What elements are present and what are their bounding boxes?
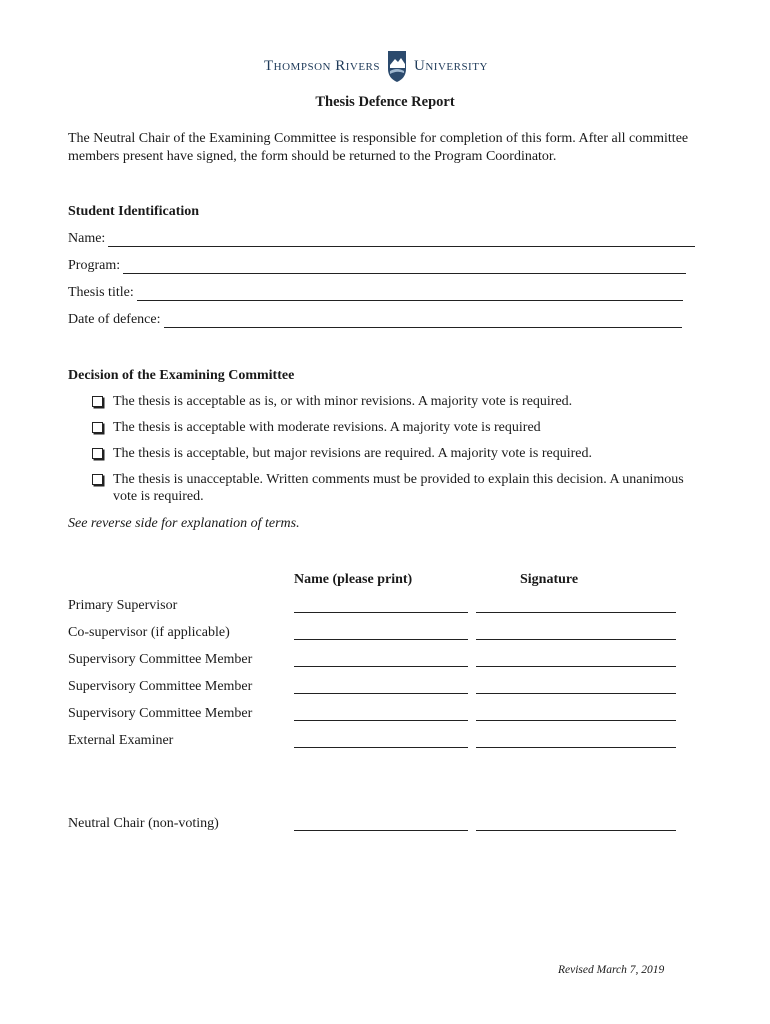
checkbox-icon[interactable] [92,448,103,459]
name-print-line[interactable] [294,747,468,748]
decision-option-label: The thesis is acceptable with moderate revisions. A majority vote is required [113,420,541,435]
name-print-line[interactable] [294,639,468,640]
role-label: Supervisory Committee Member [68,706,253,721]
decision-heading: Decision of the Examining Committee [68,368,295,383]
decision-option-unacceptable[interactable] [92,471,702,505]
name-line[interactable] [108,232,695,247]
decision-option-label: The thesis is acceptable as is, or with minor revisions. A majority vote is required. [113,394,573,409]
role-label: Co-supervisor (if applicable) [68,625,230,640]
decision-option-label: The thesis is acceptable, but major revisions are required. A majority vote is required. [113,446,592,461]
university-logo [264,48,488,84]
intro-paragraph: The Neutral Chair of the Examining Committee is responsible for completion of this form. After all committee members present have signed, the form should be returned to the Program Coordinator. [68,131,689,164]
logo-text-right: University [414,57,488,74]
thesis-title-label: Thesis title: [68,285,134,300]
signature-line[interactable] [476,639,676,640]
checkbox-icon[interactable] [92,396,103,407]
signature-line[interactable] [476,693,676,694]
signature-row-committee-member-3 [68,706,688,726]
checkbox-icon[interactable] [92,422,103,433]
name-field[interactable] [68,231,695,247]
revision-date: Revised March 7, 2019 [558,964,665,976]
role-label: Supervisory Committee Member [68,652,253,667]
signature-line[interactable] [476,612,676,613]
name-print-line[interactable] [294,612,468,613]
signature-column-heading: Signature [520,572,579,587]
signature-row-committee-member-1 [68,652,688,672]
signature-line[interactable] [476,830,676,831]
signature-line[interactable] [476,666,676,667]
thesis-title-field[interactable] [68,285,683,301]
name-print-line[interactable] [294,830,468,831]
signature-row-committee-member-2 [68,679,688,699]
signature-row-external-examiner [68,733,688,753]
name-label: Name: [68,231,106,246]
reverse-side-note: See reverse side for explanation of terms. [68,516,300,531]
thesis-title-line[interactable] [137,286,683,301]
decision-option-moderate[interactable] [92,419,702,436]
signature-row-primary-supervisor [68,598,688,618]
program-line[interactable] [123,259,686,274]
student-identification-heading: Student Identification [68,204,200,219]
role-label: Supervisory Committee Member [68,679,253,694]
crest-icon [386,49,408,83]
date-of-defence-field[interactable] [68,312,682,328]
role-label: Neutral Chair (non-voting) [68,816,219,831]
name-print-line[interactable] [294,720,468,721]
signature-row-co-supervisor [68,625,688,645]
signature-row-neutral-chair [68,816,688,836]
signature-line[interactable] [476,720,676,721]
checkbox-icon[interactable] [92,474,103,485]
name-column-heading: Name (please print) [294,572,413,587]
program-field[interactable] [68,258,686,274]
decision-option-label: The thesis is unacceptable. Written comments must be provided to explain this decision. A unanimous vote is required. [113,472,684,504]
name-print-line[interactable] [294,666,468,667]
role-label: Primary Supervisor [68,598,178,613]
decision-option-minor[interactable] [92,393,702,410]
logo-text-left: Thompson Rivers [264,57,380,74]
signature-line[interactable] [476,747,676,748]
program-label: Program: [68,258,121,273]
date-of-defence-line[interactable] [164,313,682,328]
name-print-line[interactable] [294,693,468,694]
decision-option-major[interactable] [92,445,702,462]
role-label: External Examiner [68,733,174,748]
page-title: Thesis Defence Report [315,94,455,110]
date-of-defence-label: Date of defence: [68,312,161,327]
